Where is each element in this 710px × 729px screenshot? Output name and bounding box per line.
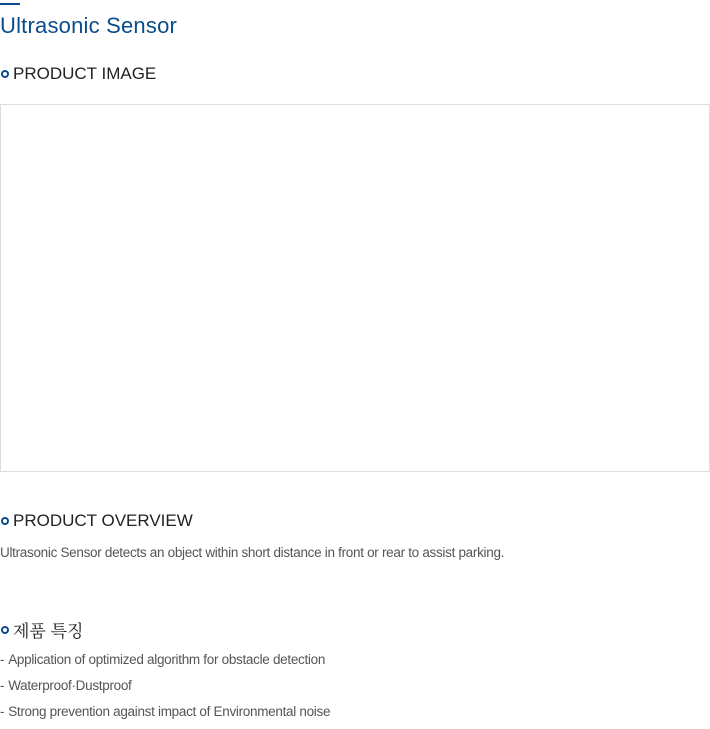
product-features-heading-label: 제품 특징 (13, 622, 84, 641)
title-accent-bar (0, 3, 20, 5)
circle-bullet-icon (1, 626, 9, 634)
dash-bullet: - (0, 678, 5, 693)
product-overview-heading-label: PRODUCT OVERVIEW (13, 511, 193, 530)
feature-list (0, 651, 330, 729)
feature-text: Application of optimized algorithm for obstacle detection (8, 652, 326, 667)
feature-text: Strong prevention against impact of Environmental noise (8, 704, 331, 719)
product-image-heading (0, 64, 156, 84)
list-item (0, 677, 330, 703)
page-title: Ultrasonic Sensor (0, 13, 178, 38)
dash-bullet: - (0, 704, 5, 719)
dash-bullet: - (0, 652, 5, 667)
circle-bullet-icon (1, 517, 9, 525)
product-image-heading-label: PRODUCT IMAGE (13, 64, 157, 83)
list-item (0, 651, 330, 677)
product-overview-heading (0, 511, 193, 531)
product-image-frame (0, 104, 710, 472)
list-item (0, 703, 330, 729)
product-features-heading (0, 617, 83, 642)
product-overview-text: Ultrasonic Sensor detects an object within short distance in front or rear to assist parking. (0, 545, 505, 560)
circle-bullet-icon (1, 70, 9, 78)
feature-text: Waterproof·Dustproof (8, 678, 132, 693)
